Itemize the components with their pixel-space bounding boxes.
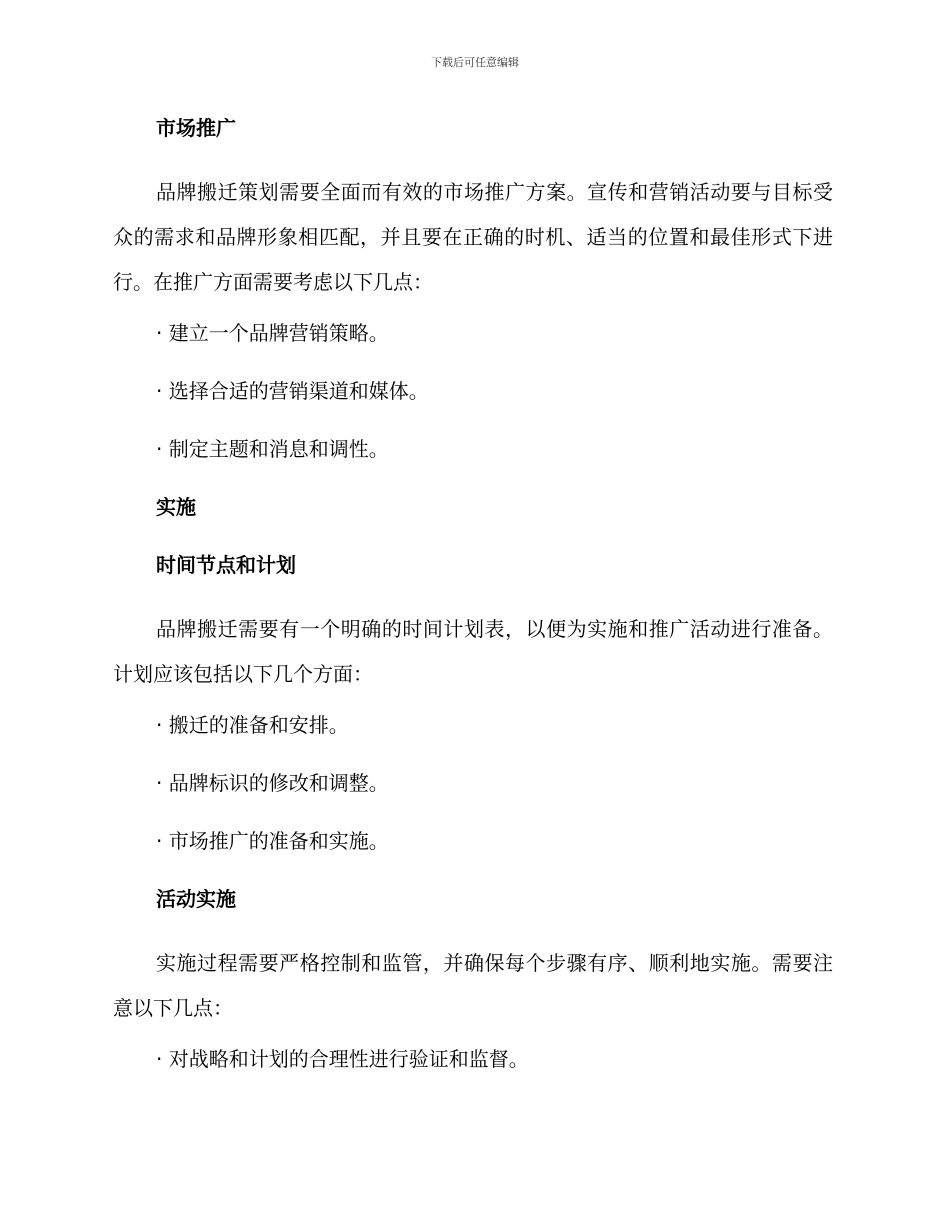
page-header-note: 下载后可任意编辑 [431, 56, 519, 69]
bullet-item: · 建立一个品牌营销策略。 [156, 321, 389, 345]
paragraph-timeline-plan: 品牌搬迁需要有一个明确的时间计划表，以便为实施和推广活动进行准备。计划应该包括以下几个方面： [113, 617, 833, 686]
bullet-item: · 搬迁的准备和安排。 [156, 713, 349, 737]
paragraph-activity-implementation: 实施过程需要严格控制和监管，并确保每个步骤有序、顺利地实施。需要注意以下几点： [113, 951, 833, 1020]
paragraph-market-promotion: 品牌搬迁策划需要全面而有效的市场推广方案。宣传和营销活动要与目标受众的需求和品牌形象相匹配，并且要在正确的时机、适当的位置和最佳形式下进行。在推广方面需要考虑以下几点： [113, 180, 833, 294]
heading-activity-implementation: 活动实施 [156, 887, 236, 911]
bullet-item: · 品牌标识的修改和调整。 [156, 771, 389, 795]
heading-market-promotion: 市场推广 [156, 116, 236, 140]
heading-timeline-plan: 时间节点和计划 [156, 553, 296, 577]
bullet-item: · 选择合适的营销渠道和媒体。 [156, 379, 429, 403]
document-body [113, 112, 833, 1101]
heading-implementation: 实施 [156, 495, 196, 519]
bullet-item: · 市场推广的准备和实施。 [156, 829, 389, 853]
bullet-item: · 对战略和计划的合理性进行验证和监督。 [156, 1047, 529, 1071]
bullet-item: · 制定主题和消息和调性。 [156, 437, 389, 461]
